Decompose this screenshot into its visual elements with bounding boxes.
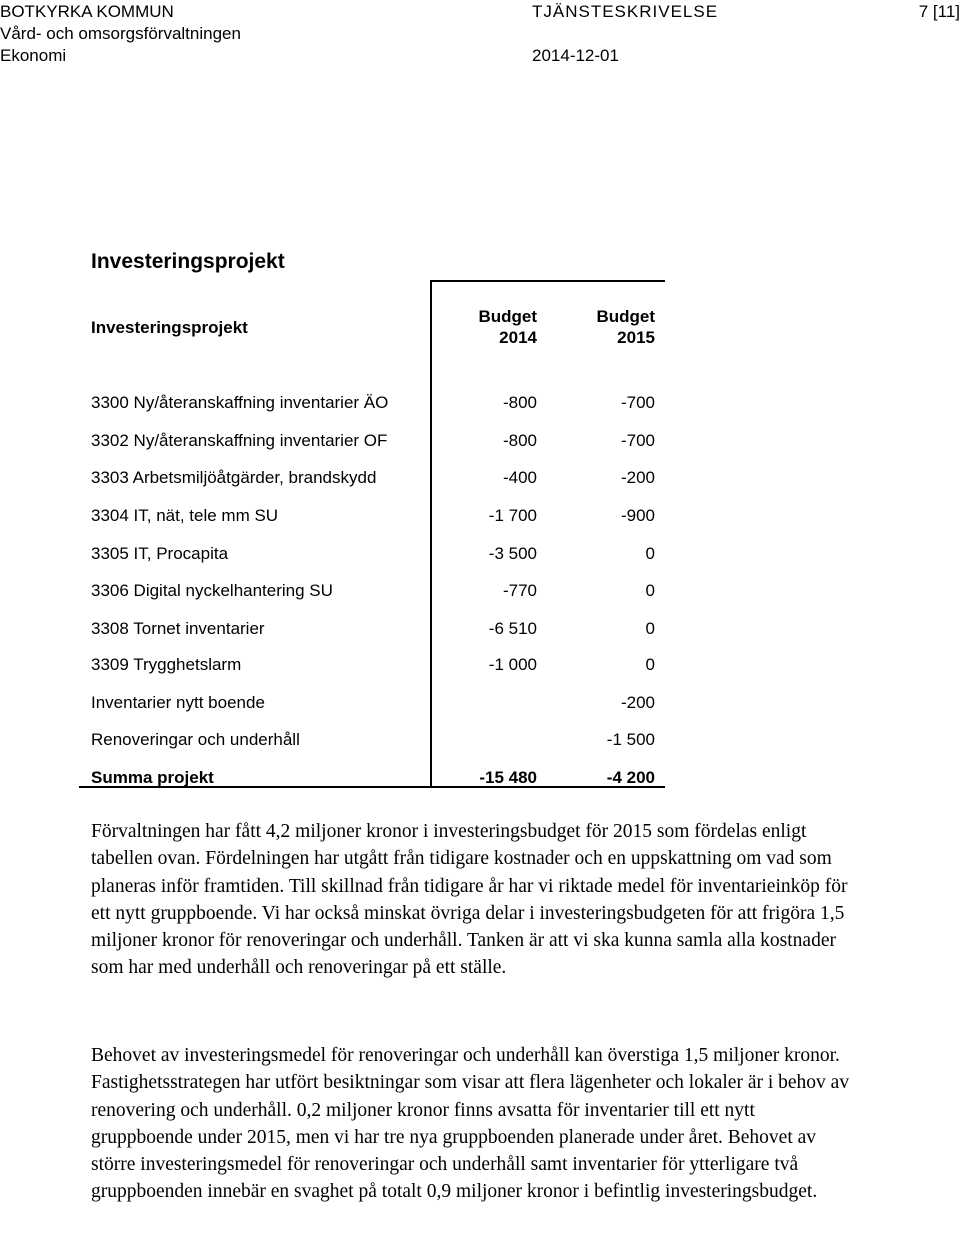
sum-label: Summa projekt [91, 768, 214, 787]
project-name: Inventarier nytt boende [91, 693, 265, 712]
budget-2014-value: -770 [502, 581, 537, 600]
budget-2014-value: -1 000 [488, 655, 537, 674]
project-name: 3300 Ny/återanskaffning inventarier ÄO [91, 393, 389, 412]
budget-2015-value: -900 [620, 506, 655, 525]
budget-2014-value: -800 [502, 431, 537, 450]
document-type: TJÄNSTESKRIVELSE [532, 2, 719, 21]
project-name: 3306 Digital nyckelhantering SU [91, 581, 333, 600]
table-row [91, 467, 665, 489]
sum-2014-value: -15 480 [479, 768, 537, 787]
table-row [91, 618, 665, 640]
budget-2014-value: -1 700 [488, 506, 537, 525]
project-name: 3305 IT, Procapita [91, 544, 229, 563]
budget-2015-value: 0 [645, 581, 655, 600]
project-name: Renoveringar och underhåll [91, 730, 300, 749]
table-sum-row [91, 767, 665, 789]
header-left [0, 2, 241, 68]
budget-2015-value: -700 [620, 393, 655, 412]
budget-2015-value: 0 [645, 619, 655, 638]
budget-2015-value: -200 [620, 468, 655, 487]
table-header-project: Investeringsprojekt [91, 318, 248, 337]
budget-2014-value: -800 [502, 393, 537, 412]
table-top-rule [430, 280, 665, 282]
budget-2014-value: -400 [502, 468, 537, 487]
table-row [91, 392, 665, 414]
table-row [91, 543, 665, 565]
budget-2015-value: -1 500 [606, 730, 655, 749]
table-row [91, 430, 665, 452]
table-header-budget-2015 [515, 306, 655, 348]
document-date: 2014-12-01 [532, 46, 619, 65]
table-row [91, 580, 665, 602]
unit-name: Ekonomi [0, 46, 67, 65]
municipality-name: BOTKYRKA KOMMUN [0, 2, 174, 21]
header-year-label: 2014 [499, 328, 537, 347]
project-name: 3302 Ny/återanskaffning inventarier OF [91, 431, 388, 450]
budget-2014-value: -3 500 [488, 544, 537, 563]
header-budget-label: Budget [478, 307, 537, 326]
table-row [91, 654, 665, 676]
body-paragraph: Behovet av investeringsmedel för renoveringar och underhåll kan överstiga 1,5 miljoner kronor. Fastighetsstrategen har utfört besiktningar som visar att flera lägenheter och lokaler är i behov av renovering och underhåll. 0,2 miljoner kronor finns avsatta för inventarier till ett nytt gruppboende under 2015, men vi har tre nya gruppboenden planerade under året. Behovet av större investeringsmedel för renoveringar och underhåll samt inventarier för ytterligare två gruppboenden innebär en svaghet på totalt 0,9 miljoner kronor i befintlig investeringsbudget. [91, 1045, 850, 1203]
header-budget-label: Budget [596, 307, 655, 326]
body-paragraph: Förvaltningen har fått 4,2 miljoner kronor i investeringsbudget för 2015 som fördelas enligt tabellen ovan. Fördelningen har utgått från tidigare kostnader och en uppskattning om vad som planeras inför framtiden. Till skillnad från tidigare år har vi riktade medel för inventarieinköp för ett nytt gruppboende. Vi har också minskat övriga delar i investeringsbudgeten för att frigöra 1,5 miljoner kronor för renoveringar och underhåll. Tanken är att vi ska kunna samla alla kostnader som har med underhåll och renoveringar på ett ställe. [91, 821, 848, 979]
budget-2015-value: 0 [645, 544, 655, 563]
table-row [91, 729, 665, 751]
table-row [91, 692, 665, 714]
page-number: 7 [11] [918, 2, 960, 21]
project-name: 3309 Trygghetslarm [91, 655, 242, 674]
section-title: Investeringsprojekt [91, 250, 285, 273]
project-name: 3308 Tornet inventarier [91, 619, 265, 638]
table-row [91, 505, 665, 527]
sum-2015-value: -4 200 [606, 768, 655, 787]
budget-2015-value: -700 [620, 431, 655, 450]
budget-2015-value: -200 [620, 693, 655, 712]
project-name: 3303 Arbetsmiljöåtgärder, brandskydd [91, 468, 377, 487]
header-year-label: 2015 [617, 328, 655, 347]
budget-2014-value: -6 510 [488, 619, 537, 638]
project-name: 3304 IT, nät, tele mm SU [91, 506, 279, 525]
budget-2015-value: 0 [645, 655, 655, 674]
department-name: Vård- och omsorgsförvaltningen [0, 24, 241, 43]
investment-table [91, 280, 665, 788]
